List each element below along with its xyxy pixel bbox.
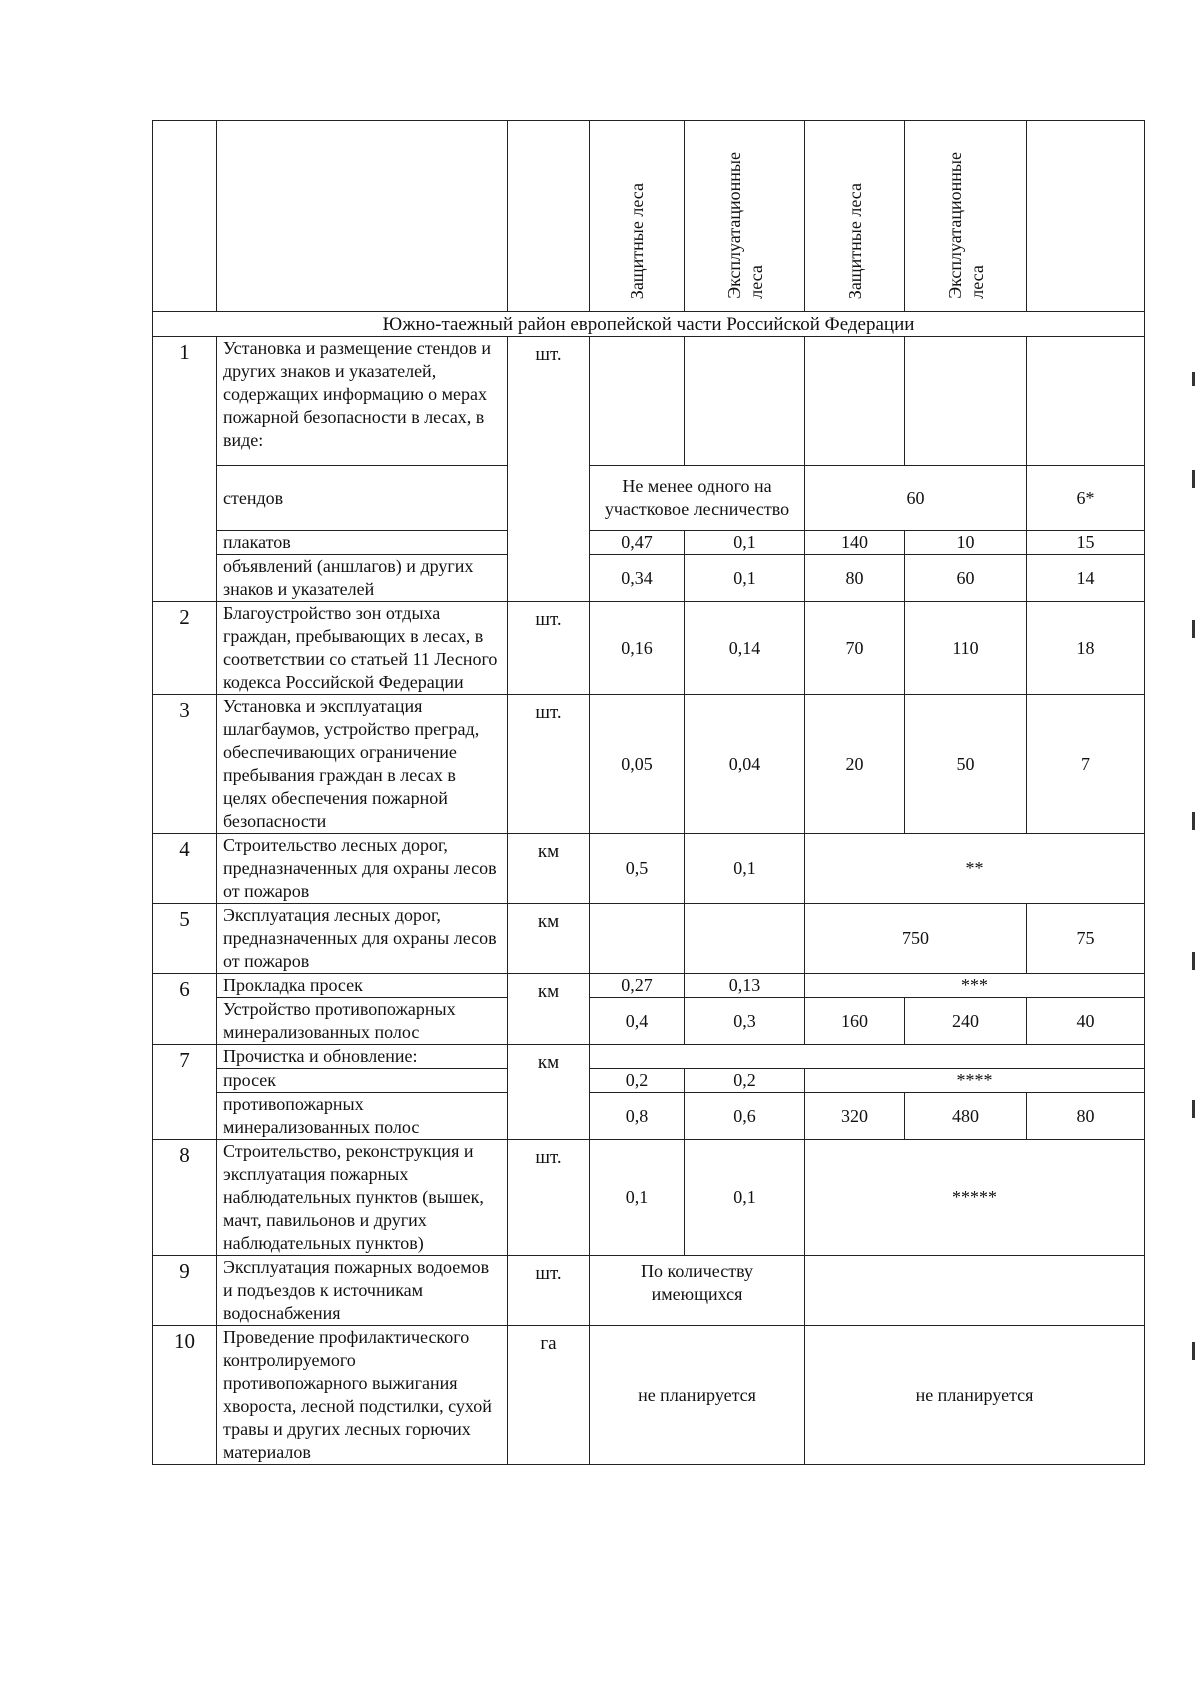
row-name: Прочистка и обновление: xyxy=(217,1045,508,1069)
cell-value: 0,1 xyxy=(685,1140,805,1256)
scan-margin-mark xyxy=(1192,372,1195,386)
row-name: Установка и размещение стендов и других знаков и указателей, содержащих информацию о мерах пожарной безопасности в лесах, в виде: xyxy=(217,337,508,466)
empty-cell xyxy=(1027,337,1145,466)
cell-value: 60 xyxy=(805,466,1027,531)
row-number: 8 xyxy=(153,1140,217,1256)
empty-cell xyxy=(805,337,905,466)
row-number: 10 xyxy=(153,1326,217,1465)
row-unit: км xyxy=(508,1045,590,1140)
cell-value: 20 xyxy=(805,695,905,834)
row-number: 1 xyxy=(153,337,217,602)
row-number: 9 xyxy=(153,1256,217,1326)
cell-value: 70 xyxy=(805,602,905,695)
row-name: стендов xyxy=(217,466,508,531)
scan-margin-mark xyxy=(1192,1342,1195,1360)
cell-value: 0,05 xyxy=(590,695,685,834)
cell-value: 10 xyxy=(905,531,1027,555)
header-exploitation-2: Эксплуатационные леса xyxy=(905,121,1027,312)
row-number: 5 xyxy=(153,904,217,974)
cell-value: 0,47 xyxy=(590,531,685,555)
cell-value: 0,1 xyxy=(590,1140,685,1256)
cell-value: 0,8 xyxy=(590,1093,685,1140)
scan-margin-mark xyxy=(1192,812,1195,830)
cell-value: По количеству имеющихся xyxy=(590,1256,805,1326)
row-name: Проведение профилактического контролируемого противопожарного выжигания хвороста, лесной подстилки, сухой травы и других лесных горючих материалов xyxy=(217,1326,508,1465)
cell-value: 75 xyxy=(1027,904,1145,974)
row-name: плакатов xyxy=(217,531,508,555)
row-name: Строительство лесных дорог, предназначенных для охраны лесов от пожаров xyxy=(217,834,508,904)
header-protective-1: Защитные леса xyxy=(590,121,685,312)
row-unit: шт. xyxy=(508,1256,590,1326)
row-name: объявлений (аншлагов) и других знаков и указателей xyxy=(217,555,508,602)
header-empty-name xyxy=(217,121,508,312)
row-number: 2 xyxy=(153,602,217,695)
cell-value: 0,04 xyxy=(685,695,805,834)
empty-cell xyxy=(590,904,685,974)
cell-value: 0,1 xyxy=(685,834,805,904)
fire-safety-table xyxy=(152,120,1145,1465)
cell-value: Не менее одного на участковое лесничество xyxy=(590,466,805,531)
cell-value: 0,13 xyxy=(685,974,805,998)
cell-value: 0,1 xyxy=(685,555,805,602)
header-empty-unit xyxy=(508,121,590,312)
row-name: Благоустройство зон отдыха граждан, пребывающих в лесах, в соответствии со статьей 11 Лесного кодекса Российской Федерации xyxy=(217,602,508,695)
table-row xyxy=(153,337,1145,466)
empty-cell xyxy=(805,1256,1145,1326)
table-row xyxy=(153,695,1145,834)
cell-value: 15 xyxy=(1027,531,1145,555)
cell-value: 160 xyxy=(805,998,905,1045)
cell-value: 60 xyxy=(905,555,1027,602)
row-name: Устройство противопожарных минерализованных полос xyxy=(217,998,508,1045)
cell-value: 480 xyxy=(905,1093,1027,1140)
row-unit: га xyxy=(508,1326,590,1465)
table-row xyxy=(153,1140,1145,1256)
table-subrow xyxy=(153,555,1145,602)
header-exploitation-1: Эксплуатационные леса xyxy=(685,121,805,312)
empty-cell xyxy=(590,1045,1145,1069)
table-row xyxy=(153,974,1145,998)
cell-value: 0,2 xyxy=(590,1069,685,1093)
table-subrow xyxy=(153,998,1145,1045)
cell-value: 750 xyxy=(805,904,1027,974)
row-unit: шт. xyxy=(508,337,590,602)
cell-value: 0,14 xyxy=(685,602,805,695)
row-unit: км xyxy=(508,834,590,904)
row-unit: шт. xyxy=(508,1140,590,1256)
cell-value: не планируется xyxy=(590,1326,805,1465)
cell-value: 0,2 xyxy=(685,1069,805,1093)
row-name: Эксплуатация лесных дорог, предназначенных для охраны лесов от пожаров xyxy=(217,904,508,974)
table-subrow xyxy=(153,1069,1145,1093)
row-unit: шт. xyxy=(508,602,590,695)
scan-margin-mark xyxy=(1192,1100,1195,1118)
cell-value: не планируется xyxy=(805,1326,1145,1465)
cell-value: 6* xyxy=(1027,466,1145,531)
row-name: просек xyxy=(217,1069,508,1093)
cell-value: ** xyxy=(805,834,1145,904)
row-unit: км xyxy=(508,974,590,1045)
cell-value: 0,4 xyxy=(590,998,685,1045)
row-number: 6 xyxy=(153,974,217,1045)
row-name: Установка и эксплуатация шлагбаумов, устройство преград, обеспечивающих ограничение пребывания граждан в лесах в целях обеспечения пожарной безопасности xyxy=(217,695,508,834)
table-subrow xyxy=(153,1093,1145,1140)
scan-margin-mark xyxy=(1192,620,1195,638)
table-row xyxy=(153,602,1145,695)
cell-value: 7 xyxy=(1027,695,1145,834)
cell-value: 240 xyxy=(905,998,1027,1045)
region-row xyxy=(153,312,1145,337)
cell-value: 40 xyxy=(1027,998,1145,1045)
header-empty-total xyxy=(1027,121,1145,312)
cell-value: 110 xyxy=(905,602,1027,695)
cell-value: 0,16 xyxy=(590,602,685,695)
row-number: 3 xyxy=(153,695,217,834)
cell-value: 320 xyxy=(805,1093,905,1140)
table-row xyxy=(153,904,1145,974)
empty-cell xyxy=(905,337,1027,466)
cell-value: 0,27 xyxy=(590,974,685,998)
empty-cell xyxy=(685,904,805,974)
cell-value: 80 xyxy=(805,555,905,602)
cell-value: 0,5 xyxy=(590,834,685,904)
cell-value: **** xyxy=(805,1069,1145,1093)
cell-value: 0,6 xyxy=(685,1093,805,1140)
row-name: противопожарных минерализованных полос xyxy=(217,1093,508,1140)
cell-value: 14 xyxy=(1027,555,1145,602)
table-row xyxy=(153,1326,1145,1465)
scan-margin-mark xyxy=(1192,952,1195,970)
header-protective-2: Защитные леса xyxy=(805,121,905,312)
region-title: Южно-таежный район европейской части Российской Федерации xyxy=(153,312,1145,337)
row-number: 7 xyxy=(153,1045,217,1140)
table-row xyxy=(153,834,1145,904)
cell-value: 140 xyxy=(805,531,905,555)
row-unit: шт. xyxy=(508,695,590,834)
row-name: Эксплуатация пожарных водоемов и подъездов к источникам водоснабжения xyxy=(217,1256,508,1326)
empty-cell xyxy=(590,337,685,466)
header-row xyxy=(153,121,1145,312)
row-name: Прокладка просек xyxy=(217,974,508,998)
table-subrow xyxy=(153,466,1145,531)
empty-cell xyxy=(685,337,805,466)
cell-value: 0,34 xyxy=(590,555,685,602)
cell-value: *** xyxy=(805,974,1145,998)
cell-value: 0,1 xyxy=(685,531,805,555)
cell-value: 18 xyxy=(1027,602,1145,695)
table-row xyxy=(153,1045,1145,1069)
cell-value: ***** xyxy=(805,1140,1145,1256)
cell-value: 80 xyxy=(1027,1093,1145,1140)
cell-value: 0,3 xyxy=(685,998,805,1045)
header-empty-num xyxy=(153,121,217,312)
scan-margin-mark xyxy=(1192,470,1195,488)
cell-value: 50 xyxy=(905,695,1027,834)
row-number: 4 xyxy=(153,834,217,904)
row-name: Строительство, реконструкция и эксплуатация пожарных наблюдательных пунктов (вышек, мачт, павильонов и других наблюдательных пунктов) xyxy=(217,1140,508,1256)
table-row xyxy=(153,1256,1145,1326)
row-unit: км xyxy=(508,904,590,974)
table-subrow xyxy=(153,531,1145,555)
